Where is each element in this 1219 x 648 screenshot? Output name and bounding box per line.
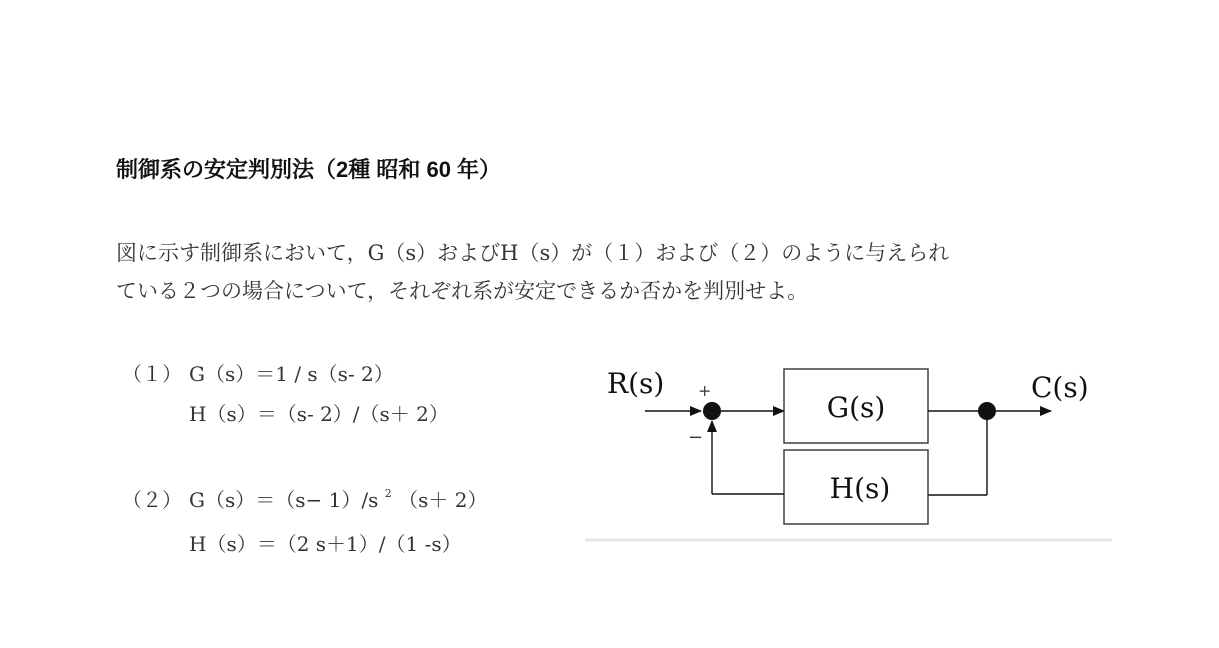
case-2-h-equation: H（s）＝（2 s＋1）/（1 -s） xyxy=(189,532,462,556)
minus-sign: − xyxy=(688,427,704,448)
takeoff-point xyxy=(978,402,996,420)
problem-statement xyxy=(116,234,1106,310)
page-title: 制御系の安定判別法（2種 昭和 60 年） xyxy=(116,157,502,182)
problem-line-1: 図に示す制御系において，G（s）およびH（s）が（１）および（２）のように与えられ xyxy=(116,241,950,265)
summing-junction xyxy=(703,402,721,420)
case-1-h-equation: H（s）＝（s- 2）/（s＋ 2） xyxy=(189,402,449,426)
case-1-g-equation: G（s）＝1 / s（s- 2） xyxy=(189,362,394,386)
problem-line-2: ている２つの場合について，それぞれ系が安定できるか否かを判別せよ。 xyxy=(116,279,809,303)
case-2-g-suffix: （s＋ 2） xyxy=(398,488,488,512)
block-diagram-svg xyxy=(585,355,1113,545)
input-label: R(s) xyxy=(607,367,665,400)
block-diagram xyxy=(585,355,1113,545)
feedback-block-label: H(s) xyxy=(829,472,891,505)
forward-block-label: G(s) xyxy=(826,391,886,424)
case-2-label: （２） xyxy=(122,488,182,512)
case-1-label: （１） xyxy=(122,362,182,386)
plus-sign: + xyxy=(698,381,712,400)
output-label: C(s) xyxy=(1031,371,1089,404)
case-2-g-prefix: G（s）＝（s− 1）/s xyxy=(189,488,379,512)
case-2-g-equation xyxy=(189,484,487,513)
case-2-g-exponent: 2 xyxy=(384,487,392,501)
